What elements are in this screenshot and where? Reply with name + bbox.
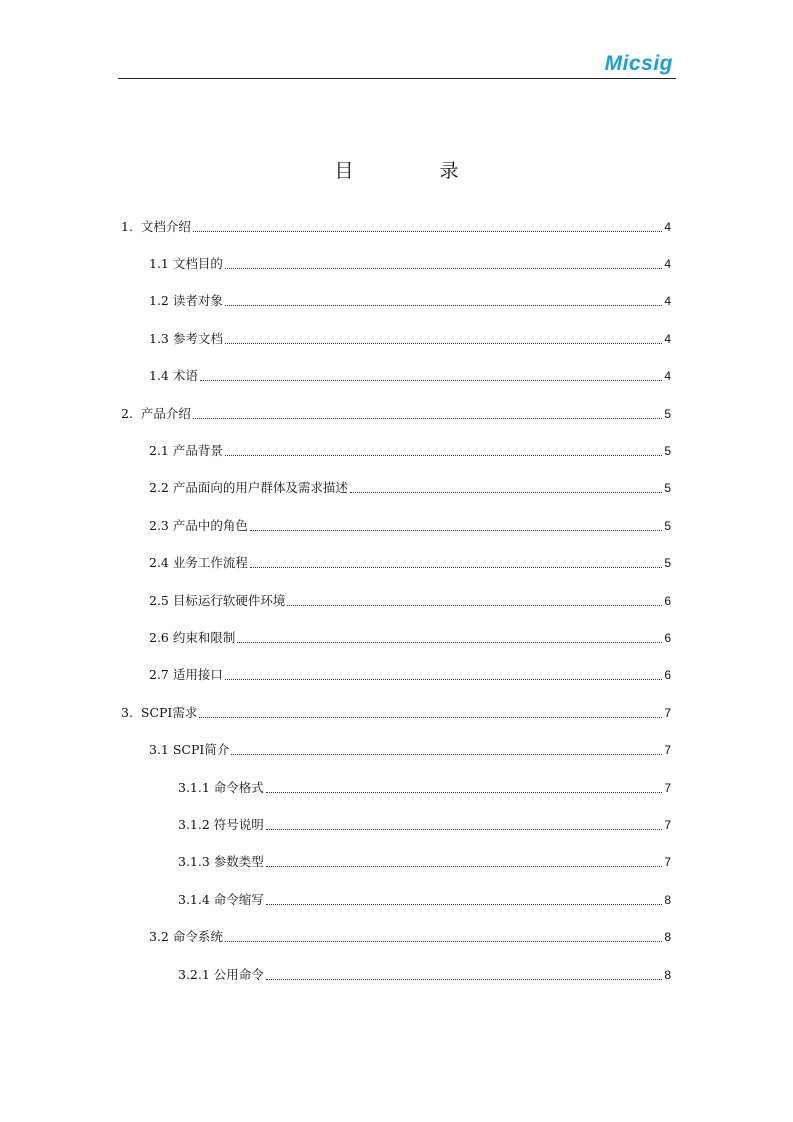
toc-page-number: 5 bbox=[664, 518, 671, 533]
toc-entry[interactable] bbox=[118, 208, 671, 245]
toc-dot-leader bbox=[225, 678, 662, 680]
toc-page-number: 4 bbox=[664, 219, 671, 234]
toc-page-number: 5 bbox=[664, 481, 671, 496]
toc-dot-leader bbox=[193, 230, 662, 232]
toc-dot-leader bbox=[200, 379, 662, 381]
toc-page-number: 8 bbox=[664, 967, 671, 982]
toc-entry[interactable] bbox=[118, 769, 671, 806]
toc-entry-title: 产品中的角色 bbox=[172, 517, 248, 533]
toc-entry-number: 2. bbox=[121, 405, 141, 421]
toc-entry-title: 文档介绍 bbox=[140, 218, 191, 234]
toc-dot-leader bbox=[225, 940, 662, 942]
toc-entry[interactable] bbox=[118, 657, 671, 694]
toc-page-number: 8 bbox=[664, 930, 671, 945]
toc-entry[interactable] bbox=[118, 694, 671, 731]
toc-page-number: 4 bbox=[664, 257, 671, 272]
toc-dot-leader bbox=[193, 417, 662, 419]
toc-entry-title: 约束和限制 bbox=[172, 629, 236, 645]
toc-dot-leader bbox=[250, 566, 662, 568]
toc-page-number: 7 bbox=[664, 743, 671, 758]
toc-dot-leader bbox=[231, 753, 662, 755]
toc-entry-title: 产品背景 bbox=[172, 443, 223, 459]
toc-title: 目 录 bbox=[334, 160, 499, 182]
toc-dot-leader bbox=[266, 903, 663, 905]
toc-entry-number: 1.4 bbox=[149, 368, 173, 384]
toc-entry-number: 3. bbox=[121, 704, 141, 720]
toc-entry-number: 3.1.1 bbox=[178, 779, 214, 795]
toc-entry-number: 2.3 bbox=[149, 517, 173, 533]
toc-entry-number: 1.3 bbox=[149, 330, 173, 346]
toc-entry-title: SCPI需求 bbox=[140, 704, 198, 720]
toc-entry-title: 命令系统 bbox=[172, 929, 223, 945]
toc-entry[interactable] bbox=[118, 918, 671, 955]
toc-entry-title: 产品介绍 bbox=[140, 405, 191, 421]
toc-entry-number: 1.1 bbox=[149, 256, 173, 272]
toc-dot-leader bbox=[199, 716, 662, 718]
toc-entry[interactable] bbox=[118, 844, 671, 881]
toc-entry-title: 业务工作流程 bbox=[172, 555, 248, 571]
toc-entry-title: 文档目的 bbox=[172, 256, 223, 272]
toc-entry-number: 3.1 bbox=[149, 742, 173, 758]
toc-dot-leader bbox=[350, 491, 662, 493]
toc-dot-leader bbox=[225, 267, 662, 269]
toc-page-number: 6 bbox=[664, 593, 671, 608]
toc-entry-number: 3.2 bbox=[149, 929, 173, 945]
toc-dot-leader bbox=[225, 342, 662, 344]
toc-entry-title: 参数类型 bbox=[213, 854, 264, 870]
toc-entry-number: 3.1.4 bbox=[178, 891, 214, 907]
toc-entry-title: 符号说明 bbox=[213, 816, 264, 832]
toc-entry-title: 读者对象 bbox=[172, 293, 223, 309]
toc-entry[interactable] bbox=[118, 358, 671, 395]
table-of-contents bbox=[118, 208, 671, 993]
toc-entry-number: 2.4 bbox=[149, 555, 173, 571]
toc-entry-number: 3.1.3 bbox=[178, 854, 214, 870]
toc-dot-leader bbox=[266, 978, 663, 980]
toc-entry[interactable] bbox=[118, 956, 671, 993]
toc-dot-leader bbox=[266, 865, 663, 867]
toc-entry[interactable] bbox=[118, 806, 671, 843]
toc-page-number: 5 bbox=[664, 444, 671, 459]
toc-entry[interactable] bbox=[118, 545, 671, 582]
toc-entry-title: 适用接口 bbox=[172, 667, 223, 683]
toc-entry-number: 2.6 bbox=[149, 629, 173, 645]
toc-entry-number: 2.7 bbox=[149, 667, 173, 683]
micsig-logo: Micsig bbox=[604, 52, 673, 75]
toc-entry-number: 1.2 bbox=[149, 293, 173, 309]
toc-entry[interactable] bbox=[118, 320, 671, 357]
toc-entry-title: 命令缩写 bbox=[213, 891, 264, 907]
toc-entry[interactable] bbox=[118, 507, 671, 544]
toc-page-number: 4 bbox=[664, 369, 671, 384]
toc-page-number: 7 bbox=[664, 705, 671, 720]
toc-entry[interactable] bbox=[118, 395, 671, 432]
toc-page-number: 7 bbox=[664, 780, 671, 795]
toc-dot-leader bbox=[266, 791, 663, 793]
toc-entry[interactable] bbox=[118, 619, 671, 656]
toc-entry[interactable] bbox=[118, 470, 671, 507]
toc-dot-leader bbox=[287, 604, 662, 606]
toc-entry[interactable] bbox=[118, 432, 671, 469]
toc-page-number: 4 bbox=[664, 294, 671, 309]
toc-page-number: 8 bbox=[664, 892, 671, 907]
toc-entry-number: 2.2 bbox=[149, 480, 173, 496]
toc-page-number: 7 bbox=[664, 855, 671, 870]
toc-page-number: 4 bbox=[664, 331, 671, 346]
toc-entry-title: 产品面向的用户群体及需求描述 bbox=[172, 480, 348, 496]
toc-page-number: 5 bbox=[664, 556, 671, 571]
toc-entry-number: 3.1.2 bbox=[178, 816, 214, 832]
toc-page-number: 6 bbox=[664, 630, 671, 645]
toc-page-number: 7 bbox=[664, 817, 671, 832]
toc-entry-title: SCPI简介 bbox=[172, 742, 230, 758]
toc-dot-leader bbox=[225, 454, 662, 456]
toc-entry-title: 目标运行软硬件环境 bbox=[172, 592, 286, 608]
toc-entry-number: 1. bbox=[121, 218, 141, 234]
toc-dot-leader bbox=[237, 641, 662, 643]
toc-entry-number: 3.2.1 bbox=[178, 966, 214, 982]
toc-entry-title: 公用命令 bbox=[213, 966, 264, 982]
toc-entry-title: 术语 bbox=[172, 368, 198, 384]
toc-dot-leader bbox=[266, 828, 663, 830]
toc-entry[interactable] bbox=[118, 731, 671, 768]
toc-page-number: 5 bbox=[664, 406, 671, 421]
page-header bbox=[118, 50, 676, 79]
toc-entry[interactable] bbox=[118, 881, 671, 918]
toc-entry-title: 参考文档 bbox=[172, 330, 223, 346]
toc-entry[interactable] bbox=[118, 283, 671, 320]
toc-entry-number: 2.1 bbox=[149, 443, 173, 459]
toc-entry[interactable] bbox=[118, 245, 671, 282]
toc-dot-leader bbox=[250, 529, 662, 531]
toc-page-number: 6 bbox=[664, 668, 671, 683]
toc-entry-number: 2.5 bbox=[149, 592, 173, 608]
toc-dot-leader bbox=[225, 304, 662, 306]
toc-entry-title: 命令格式 bbox=[213, 779, 264, 795]
toc-entry[interactable] bbox=[118, 582, 671, 619]
